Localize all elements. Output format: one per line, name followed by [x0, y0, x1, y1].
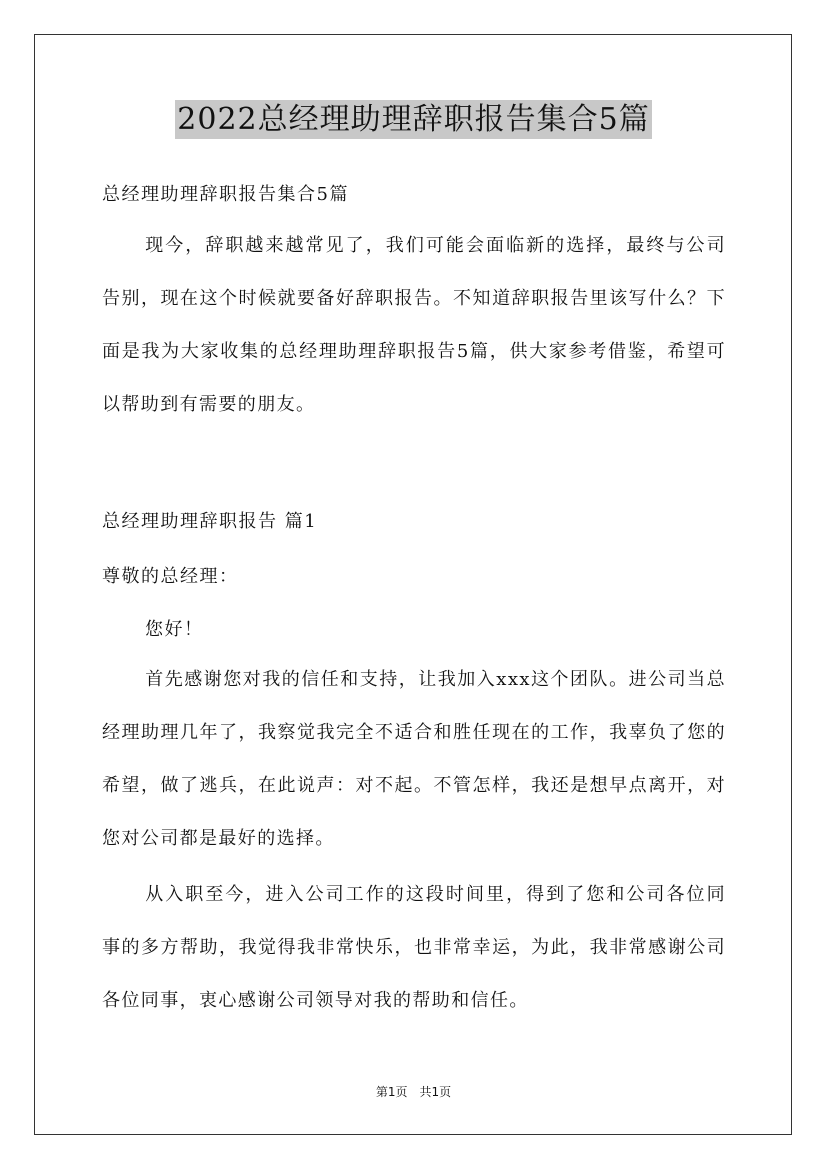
body-paragraph-1: 首先感谢您对我的信任和支持，让我加入xxx这个团队。进公司当总经理助理几年了，我察觉我完全不适合和胜任现在的工作，我辜负了您的希望，做了逃兵，在此说声：对不起。不管怎样，我还是想早点离开，对您对公司都是最好的选择。 — [102, 669, 726, 849]
document-title: 2022总经理助理辞职报告集合5篇 — [177, 102, 650, 137]
page-number-footer: 第1页 共1页 — [375, 1085, 452, 1099]
salutation: 尊敬的总经理： — [102, 566, 239, 587]
intro-paragraph: 现今，辞职越来越常见了，我们可能会面临新的选择，最终与公司告别，现在这个时候就要备好辞职报告。不知道辞职报告里该写什么？下面是我为大家收集的总经理助理辞职报告5篇，供大家参考借鉴，希望可以帮助到有需要的朋友。 — [102, 235, 726, 415]
document-subtitle: 总经理助理辞职报告集合5篇 — [102, 184, 349, 205]
document-title-block — [0, 98, 827, 142]
body-paragraph-2: 从入职至今，进入公司工作的这段时间里，得到了您和公司各位同事的多方帮助，我觉得我非常快乐，也非常幸运，为此，我非常感谢公司各位同事，衷心感谢公司领导对我的帮助和信任。 — [102, 884, 726, 1011]
greeting: 您好！ — [145, 619, 204, 640]
section-heading: 总经理助理辞职报告 篇1 — [102, 511, 318, 532]
